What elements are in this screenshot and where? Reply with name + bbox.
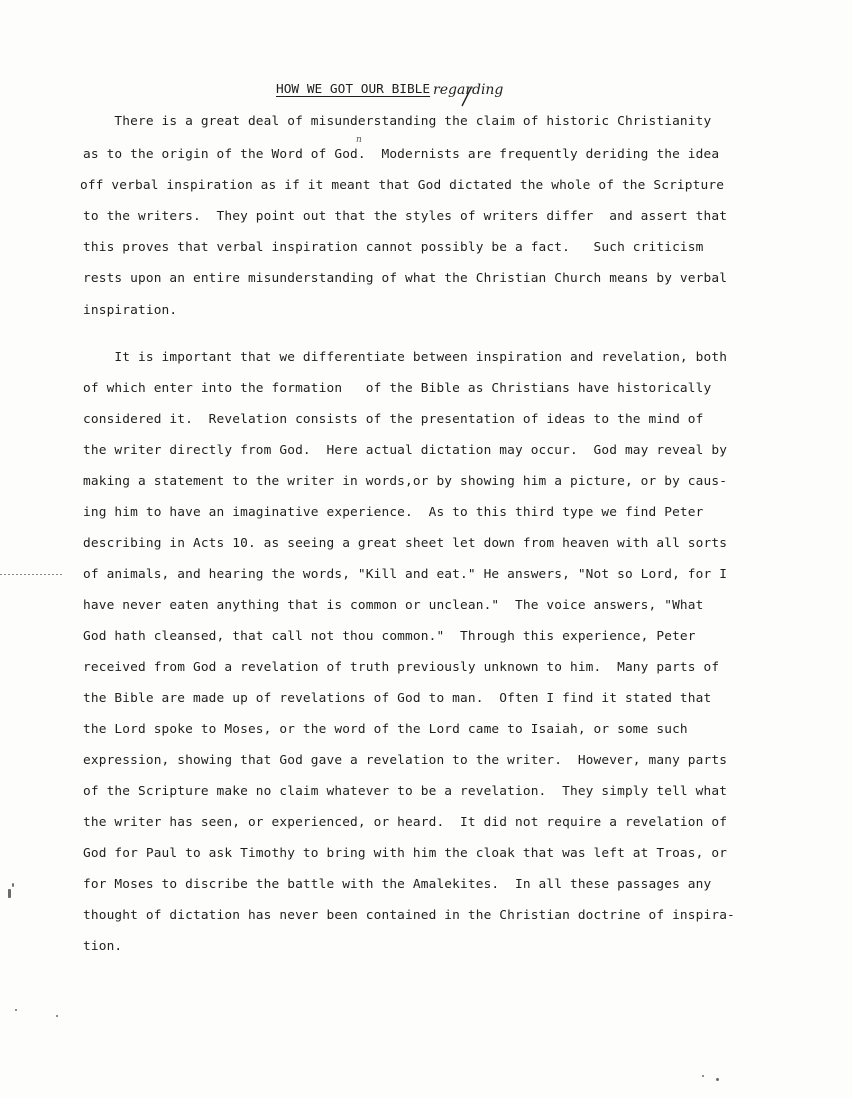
paragraph-1-line-5: this proves that verbal inspiration cannot possibly be a fact. Such criticism [83,240,704,255]
caret-mark-icon [455,86,479,108]
paragraph-1-line-2: as to the origin of the Word of God. Modernists are frequently deriding the idea [83,147,720,162]
paragraph-2-line-18: for Moses to discribe the battle with the Amalekites. In all these passages any [83,877,712,892]
paragraph-2-line-3: considered it. Revelation consists of the presentation of ideas to the mind of [83,412,704,427]
paragraph-1-line-4: to the writers. They point out that the styles of writers differ and assert that [83,209,728,224]
paragraph-2-line-15: of the Scripture make no claim whatever to be a revelation. They simply tell what [83,784,728,799]
paragraph-2-line-8: of animals, and hearing the words, "Kill and eat." He answers, "Not so Lord, for I [83,567,728,582]
scan-speck [716,1078,719,1081]
paragraph-2-line-11: received from God a revelation of truth previously unknown to him. Many parts of [83,660,720,675]
paragraph-2-line-10: God hath cleansed, that call not thou common." Through this experience, Peter [83,629,696,644]
paragraph-2-line-4: the writer directly from God. Here actual dictation may occur. God may reveal by [83,443,728,458]
paragraph-2-line-14: expression, showing that God gave a revelation to the writer. However, many parts [83,753,728,768]
handwritten-mark: n [356,135,362,145]
scan-speck [702,1075,704,1077]
scan-speck [15,1009,17,1011]
paragraph-2-line-2: of which enter into the formation of the Bible as Christians have historically [83,381,712,396]
scan-speck [56,1015,58,1017]
paragraph-2-line-16: the writer has seen, or experienced, or heard. It did not require a revelation of [83,815,728,830]
document-title: HOW WE GOT OUR BIBLE [276,82,431,97]
paragraph-2-line-6: ing him to have an imaginative experience. As to this third type we find Peter [83,505,704,520]
scan-speck [8,889,11,898]
paragraph-1-line-7: inspiration. [83,303,178,318]
paragraph-1-line-3: off verbal inspiration as if it meant that God dictated the whole of the Scripture [80,178,725,193]
paragraph-2-line-1: It is important that we differentiate between inspiration and revelation, both [83,350,728,365]
handwritten-insert: regarding [433,82,504,98]
paragraph-2-line-9: have never eaten anything that is common or unclean." The voice answers, "What [83,598,704,613]
paragraph-2-line-19: thought of dictation has never been contained in the Christian doctrine of inspira- [83,908,735,923]
scan-edge-mark [0,574,62,575]
scan-speck [12,883,14,887]
paragraph-2-line-5: making a statement to the writer in words,or by showing him a picture, or by caus- [83,474,728,489]
paragraph-2-line-13: the Lord spoke to Moses, or the word of the Lord came to Isaiah, or some such [83,722,688,737]
paragraph-1-line-1: There is a great deal of misunderstanding the claim of historic Christianity [83,114,712,129]
paragraph-2-line-17: God for Paul to ask Timothy to bring with him the cloak that was left at Troas, or [83,846,728,861]
paragraph-2-line-7: describing in Acts 10. as seeing a great sheet let down from heaven with all sorts [83,536,728,551]
paragraph-1-line-6: rests upon an entire misunderstanding of what the Christian Church means by verbal [83,271,728,286]
paragraph-2-line-12: the Bible are made up of revelations of God to man. Often I find it stated that [83,691,712,706]
paragraph-2-line-20: tion. [83,939,123,954]
